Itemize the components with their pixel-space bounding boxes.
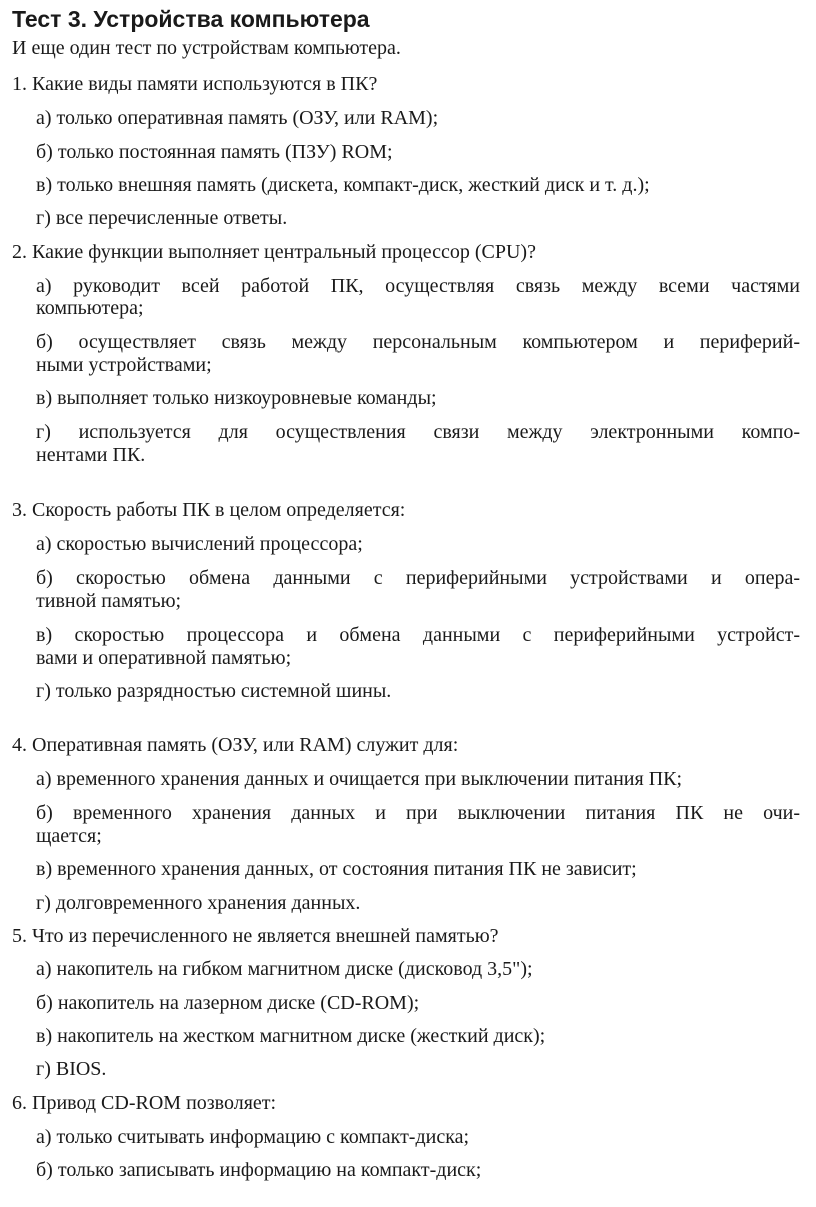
answer-1d: г) все перечисленные ответы.: [36, 207, 288, 229]
answer-2a-cont: компьютера;: [36, 297, 144, 319]
answer-1a: а) только оперативная память (ОЗУ, или RAM);: [36, 107, 439, 129]
answer-5d: г) BIOS.: [36, 1058, 107, 1080]
page-title: Тест 3. Устройства компьютера: [12, 6, 370, 32]
answer-3c-cont: вами и оперативной памятью;: [36, 647, 292, 669]
answer-1c: в) только внешняя память (дискета, компакт-диск, жесткий диск и т. д.);: [36, 174, 650, 196]
answer-1b: б) только постоянная память (ПЗУ) ROM;: [36, 141, 393, 163]
answer-2c: в) выполняет только низкоуровневые команды;: [36, 387, 437, 409]
answer-5a: а) накопитель на гибком магнитном диске (дисковод 3,5");: [36, 958, 533, 980]
answer-2d-cont: нентами ПК.: [36, 444, 146, 466]
answer-4d: г) долговременного хранения данных.: [36, 892, 361, 914]
answer-2a: а) руководит всей работой ПК, осуществляя связь между всеми частями: [36, 275, 800, 297]
answer-2b-cont: ными устройствами;: [36, 354, 212, 376]
answer-3b: б) скоростью обмена данными с периферийными устройствами и опера-: [36, 567, 800, 589]
answer-5c: в) накопитель на жестком магнитном диске (жесткий диск);: [36, 1025, 546, 1047]
answer-2b: б) осуществляет связь между персональным компьютером и периферий-: [36, 331, 800, 353]
question-6: 6. Привод CD-ROM позволяет:: [12, 1092, 277, 1114]
answer-4c: в) временного хранения данных, от состояния питания ПК не зависит;: [36, 858, 637, 880]
answer-2d: г) используется для осуществления связи между электронными компо-: [36, 421, 800, 443]
question-4: 4. Оперативная память (ОЗУ, или RAM) служит для:: [12, 734, 459, 756]
question-2: 2. Какие функции выполняет центральный процессор (CPU)?: [12, 241, 536, 263]
answer-4a: а) временного хранения данных и очищается при выключении питания ПК;: [36, 768, 683, 790]
question-1: 1. Какие виды памяти используются в ПК?: [12, 73, 378, 95]
answer-6a: а) только считывать информацию с компакт-диска;: [36, 1126, 470, 1148]
answer-5b: б) накопитель на лазерном диске (CD-ROM);: [36, 992, 420, 1014]
question-3: 3. Скорость работы ПК в целом определяется:: [12, 499, 406, 521]
answer-6b: б) только записывать информацию на компакт-диск;: [36, 1159, 482, 1181]
question-5: 5. Что из перечисленного не является внешней памятью?: [12, 925, 499, 947]
intro-text: И еще один тест по устройствам компьютера.: [12, 37, 401, 59]
answer-3d: г) только разрядностью системной шины.: [36, 680, 392, 702]
answer-3c: в) скоростью процессора и обмена данными с периферийными устройст-: [36, 624, 800, 646]
answer-4b-cont: щается;: [36, 825, 102, 847]
answer-4b: б) временного хранения данных и при выключении питания ПК не очи-: [36, 802, 800, 824]
answer-3a: а) скоростью вычислений процессора;: [36, 533, 363, 555]
answer-3b-cont: тивной памятью;: [36, 590, 182, 612]
